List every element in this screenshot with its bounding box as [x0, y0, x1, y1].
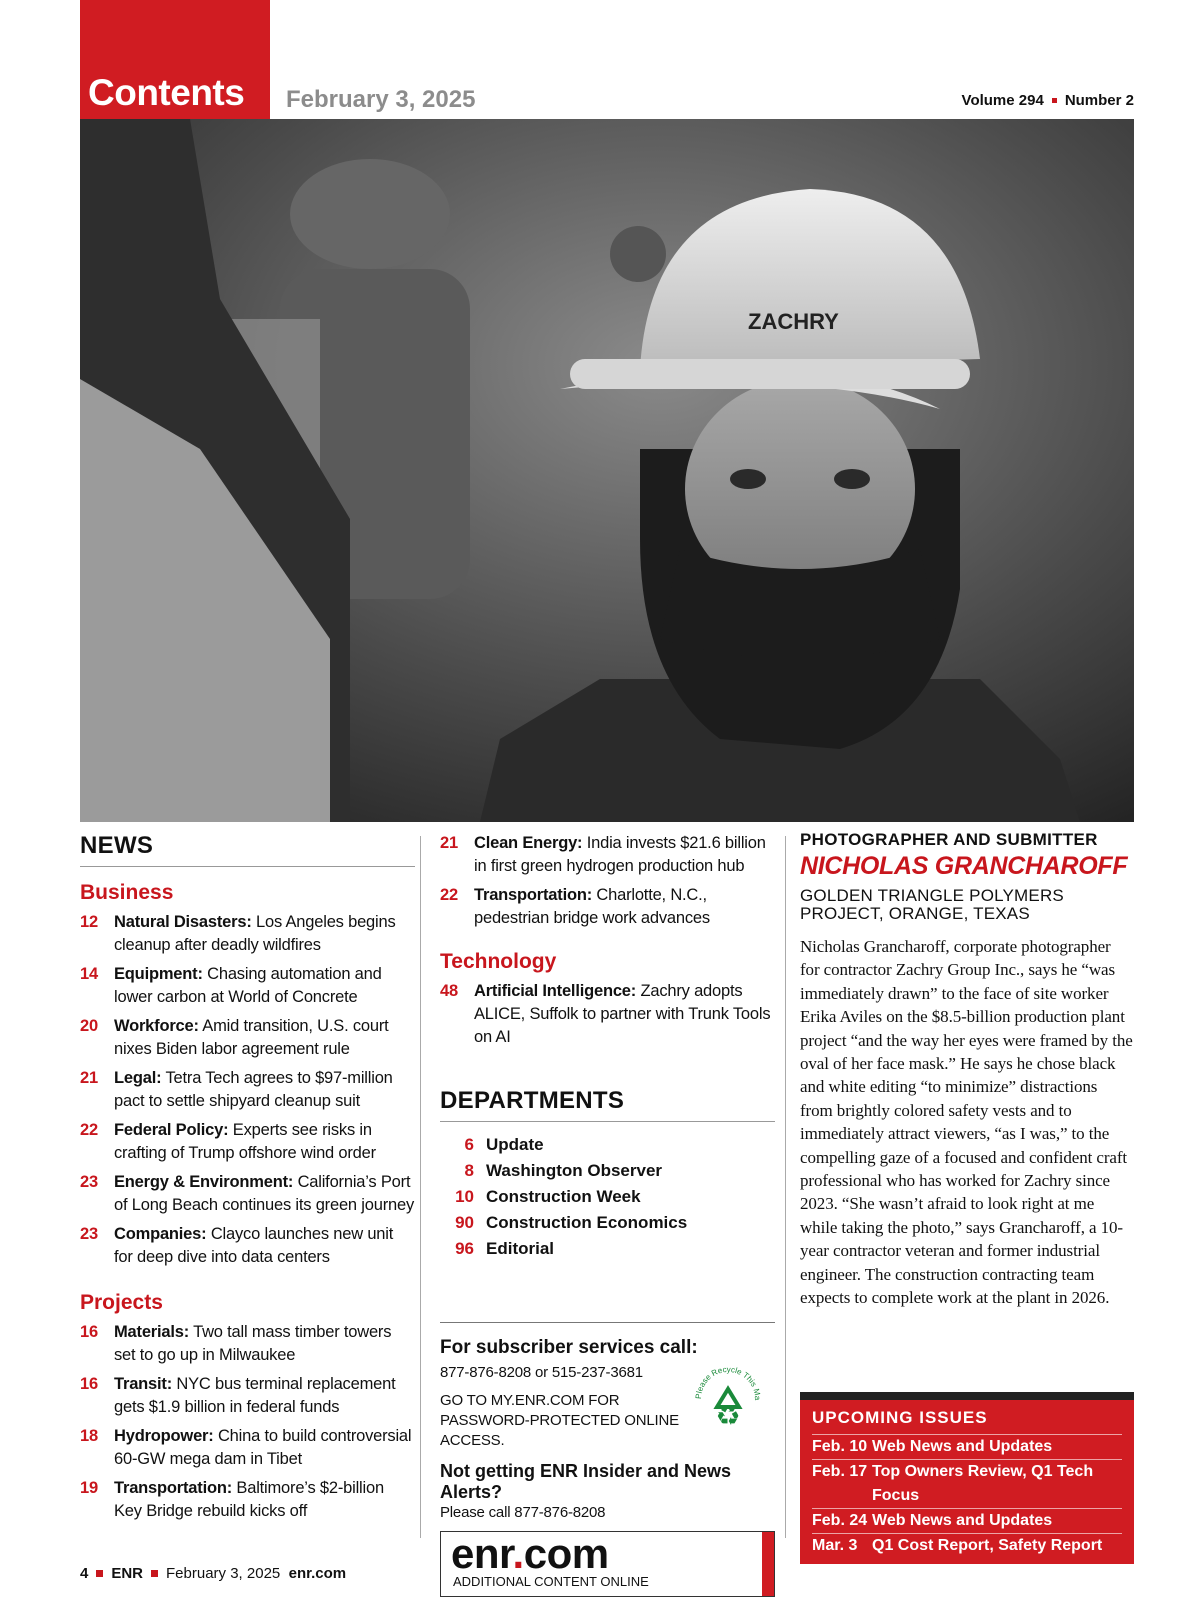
footer-brand: ENR	[111, 1565, 144, 1582]
toc-description: Experts see risks in crafting of Trump offshore wind order	[114, 1121, 376, 1162]
toc-page-number: 22	[80, 1121, 98, 1139]
recycle-text: Please Recycle This Ma	[693, 1364, 763, 1401]
photographer-label: PHOTOGRAPHER AND SUBMITTER	[800, 830, 1098, 849]
subscriber-phones: 877-876-8208 or 515-237-3681	[440, 1364, 643, 1381]
upcoming-issue-row	[812, 1533, 1122, 1558]
column-divider	[785, 836, 786, 1538]
toc-page-number: 21	[80, 1069, 98, 1087]
issue-date: February 3, 2025	[286, 86, 476, 113]
volume: Volume 294	[961, 92, 1044, 109]
page-number: 4	[80, 1565, 89, 1582]
middle-column	[440, 832, 775, 1597]
toc-page-number: 23	[80, 1225, 98, 1243]
toc-topic: Equipment:	[114, 965, 203, 983]
upcoming-date: Feb. 17	[812, 1463, 868, 1480]
volume-number	[962, 92, 1134, 109]
department-item[interactable]	[440, 1184, 775, 1210]
toc-entry[interactable]	[80, 963, 415, 1009]
departments-list	[440, 1132, 775, 1262]
toc-description: Los Angeles begins cleanup after deadly wildfires	[114, 913, 396, 954]
department-name: Construction Week	[486, 1187, 641, 1206]
upcoming-title: Q1 Cost Report, Safety Report	[872, 1537, 1103, 1554]
technology-list	[440, 980, 775, 1049]
column-divider	[420, 836, 421, 1538]
photographer-name: NICHOLAS GRANCHAROFF	[800, 852, 1128, 880]
toc-description: Chasing automation and lower carbon at World of Concrete	[114, 965, 382, 1006]
toc-page-number: 16	[80, 1323, 98, 1341]
photo-caption-body: Nicholas Grancharoff, corporate photographer for contractor Zachry Group Inc., says he “was immediately drawn” to the face of site worker Erika Aviles on the $8.5-billion production plant project “and the way her eyes were framed by the oval of her face mask.” He says he chose black and white editing “to minimize” distractions from brightly colored safety vests and to immediately attract viewers, “as I was,” to the compelling gaze of a focused and confident craft professional who has worked for Zachry since 2023. “She wasn’t afraid to look right at me while taking the photo,” says Grancharoff, a 10-year contractor veteran and former industrial engineer. The construction contracting team expects to complete work at the plant in 2026.	[800, 937, 1133, 1308]
alerts-heading: Not getting ENR Insider and News Alerts?	[440, 1461, 732, 1502]
upcoming-date: Mar. 3	[812, 1537, 858, 1554]
enr-box-accent-bar	[762, 1532, 774, 1596]
continued-news-list	[440, 832, 775, 930]
projects-heading: Projects	[80, 1291, 163, 1314]
news-column	[80, 832, 415, 1529]
toc-entry[interactable]	[80, 1119, 415, 1165]
upcoming-issue-row	[812, 1508, 1122, 1533]
project-location: GOLDEN TRIANGLE POLYMERS PROJECT, ORANGE, TEXAS	[800, 886, 1064, 923]
toc-topic: Transportation:	[114, 1479, 233, 1497]
toc-topic: Workforce:	[114, 1017, 199, 1035]
upcoming-issue-row	[812, 1434, 1122, 1459]
subscriber-services	[440, 1322, 775, 1597]
enr-logo: enr.com	[451, 1530, 609, 1577]
upcoming-date: Feb. 10	[812, 1438, 868, 1455]
separator-square	[1052, 98, 1057, 103]
page-title: Contents	[88, 72, 245, 113]
issue-number: Number 2	[1064, 92, 1134, 109]
recycle-icon	[689, 1359, 767, 1437]
photographer-column	[800, 830, 1134, 1310]
department-item[interactable]	[440, 1210, 775, 1236]
department-page: 10	[455, 1187, 474, 1206]
toc-entry[interactable]	[440, 884, 775, 930]
cover-photo	[80, 119, 1134, 822]
footer-url[interactable]: enr.com	[288, 1565, 347, 1582]
department-name: Update	[486, 1135, 544, 1154]
toc-description: Clayco launches new unit for deep dive into data centers	[114, 1225, 394, 1266]
toc-page-number: 12	[80, 913, 98, 931]
upcoming-heading: UPCOMING ISSUES	[812, 1408, 988, 1427]
department-item[interactable]	[440, 1158, 775, 1184]
toc-page-number: 19	[80, 1479, 98, 1497]
toc-topic: Artificial Intelligence:	[474, 982, 637, 1000]
toc-topic: Federal Policy:	[114, 1121, 229, 1139]
toc-topic: Hydropower:	[114, 1427, 214, 1445]
toc-topic: Materials:	[114, 1323, 190, 1341]
alerts-phone: Please call 877-876-8208	[440, 1504, 606, 1521]
svg-text:♻: ♻	[715, 1400, 741, 1431]
toc-topic: Legal:	[114, 1069, 162, 1087]
toc-description: Amid transition, U.S. court nixes Biden labor agreement rule	[114, 1017, 389, 1058]
toc-topic: Clean Energy:	[474, 834, 583, 852]
department-item[interactable]	[440, 1236, 775, 1262]
department-page: 96	[455, 1239, 474, 1258]
projects-list	[80, 1321, 415, 1523]
business-heading: Business	[80, 881, 174, 904]
toc-entry[interactable]	[80, 1321, 415, 1367]
upcoming-date: Feb. 24	[812, 1512, 868, 1529]
toc-entry[interactable]	[80, 1067, 415, 1113]
toc-topic: Natural Disasters:	[114, 913, 252, 931]
toc-description: California’s Port of Long Beach continues its green journey	[114, 1173, 415, 1214]
toc-entry[interactable]	[80, 1015, 415, 1061]
toc-entry[interactable]	[80, 1477, 415, 1523]
department-name: Editorial	[486, 1239, 555, 1258]
toc-entry[interactable]	[80, 1425, 415, 1471]
department-name: Construction Economics	[486, 1213, 688, 1232]
toc-entry[interactable]	[440, 980, 775, 1049]
upcoming-issues	[800, 1392, 1134, 1564]
toc-page-number: 23	[80, 1173, 98, 1191]
upcoming-issue-row	[812, 1459, 1122, 1508]
department-page: 8	[464, 1161, 474, 1180]
departments-heading: DEPARTMENTS	[440, 1087, 775, 1122]
toc-entry[interactable]	[80, 1171, 415, 1217]
department-page: 6	[464, 1135, 474, 1154]
toc-description: Baltimore’s $2-billion Key Bridge rebuild kicks off	[114, 1479, 384, 1520]
subscriber-heading: For subscriber services call:	[440, 1337, 698, 1358]
toc-page-number: 20	[80, 1017, 98, 1035]
toc-description: Tetra Tech agrees to $97-million pact to settle shipyard cleanup suit	[114, 1069, 393, 1110]
toc-topic: Transportation:	[474, 886, 593, 904]
toc-page-number: 14	[80, 965, 98, 983]
helmet-logo: ZACHRY	[748, 309, 839, 334]
toc-description: NYC bus terminal replacement gets $1.9 billion in federal funds	[114, 1375, 396, 1416]
toc-description: Zachry adopts ALICE, Suffolk to partner with Trunk Tools on AI	[474, 982, 771, 1046]
toc-description: Charlotte, N.C., pedestrian bridge work advances	[474, 886, 710, 927]
enr-website-box[interactable]	[440, 1531, 775, 1597]
online-access-text: GO TO MY.ENR.COM FOR PASSWORD-PROTECTED ONLINE ACCESS.	[440, 1392, 679, 1449]
toc-topic: Transit:	[114, 1375, 172, 1393]
toc-page-number: 18	[80, 1427, 98, 1445]
toc-topic: Companies:	[114, 1225, 207, 1243]
enr-box-caption: ADDITIONAL CONTENT ONLINE	[453, 1574, 649, 1589]
footer-date: February 3, 2025	[166, 1565, 281, 1582]
toc-page-number: 16	[80, 1375, 98, 1393]
business-list	[80, 911, 415, 1269]
department-item[interactable]	[440, 1132, 775, 1158]
toc-entry[interactable]	[80, 1223, 415, 1269]
toc-entry[interactable]	[440, 832, 775, 878]
upcoming-title: Top Owners Review, Q1 Tech Focus	[872, 1463, 1094, 1504]
upcoming-title: Web News and Updates	[872, 1512, 1053, 1529]
department-name: Washington Observer	[486, 1161, 663, 1180]
toc-page-number: 22	[440, 886, 458, 904]
technology-heading: Technology	[440, 950, 557, 973]
toc-entry[interactable]	[80, 1373, 415, 1419]
news-heading: NEWS	[80, 832, 415, 867]
toc-description: Two tall mass timber towers set to go up in Milwaukee	[114, 1323, 392, 1364]
toc-description: India invests $21.6 billion in first green hydrogen production hub	[474, 834, 766, 875]
toc-entry[interactable]	[80, 911, 415, 957]
toc-page-number: 21	[440, 834, 458, 852]
upcoming-list	[812, 1434, 1122, 1558]
department-page: 90	[455, 1213, 474, 1232]
page-footer	[80, 1565, 346, 1582]
toc-description: China to build controversial 60-GW mega dam in Tibet	[114, 1427, 412, 1468]
upcoming-title: Web News and Updates	[872, 1438, 1053, 1455]
toc-topic: Energy & Environment:	[114, 1173, 294, 1191]
toc-page-number: 48	[440, 982, 458, 1000]
